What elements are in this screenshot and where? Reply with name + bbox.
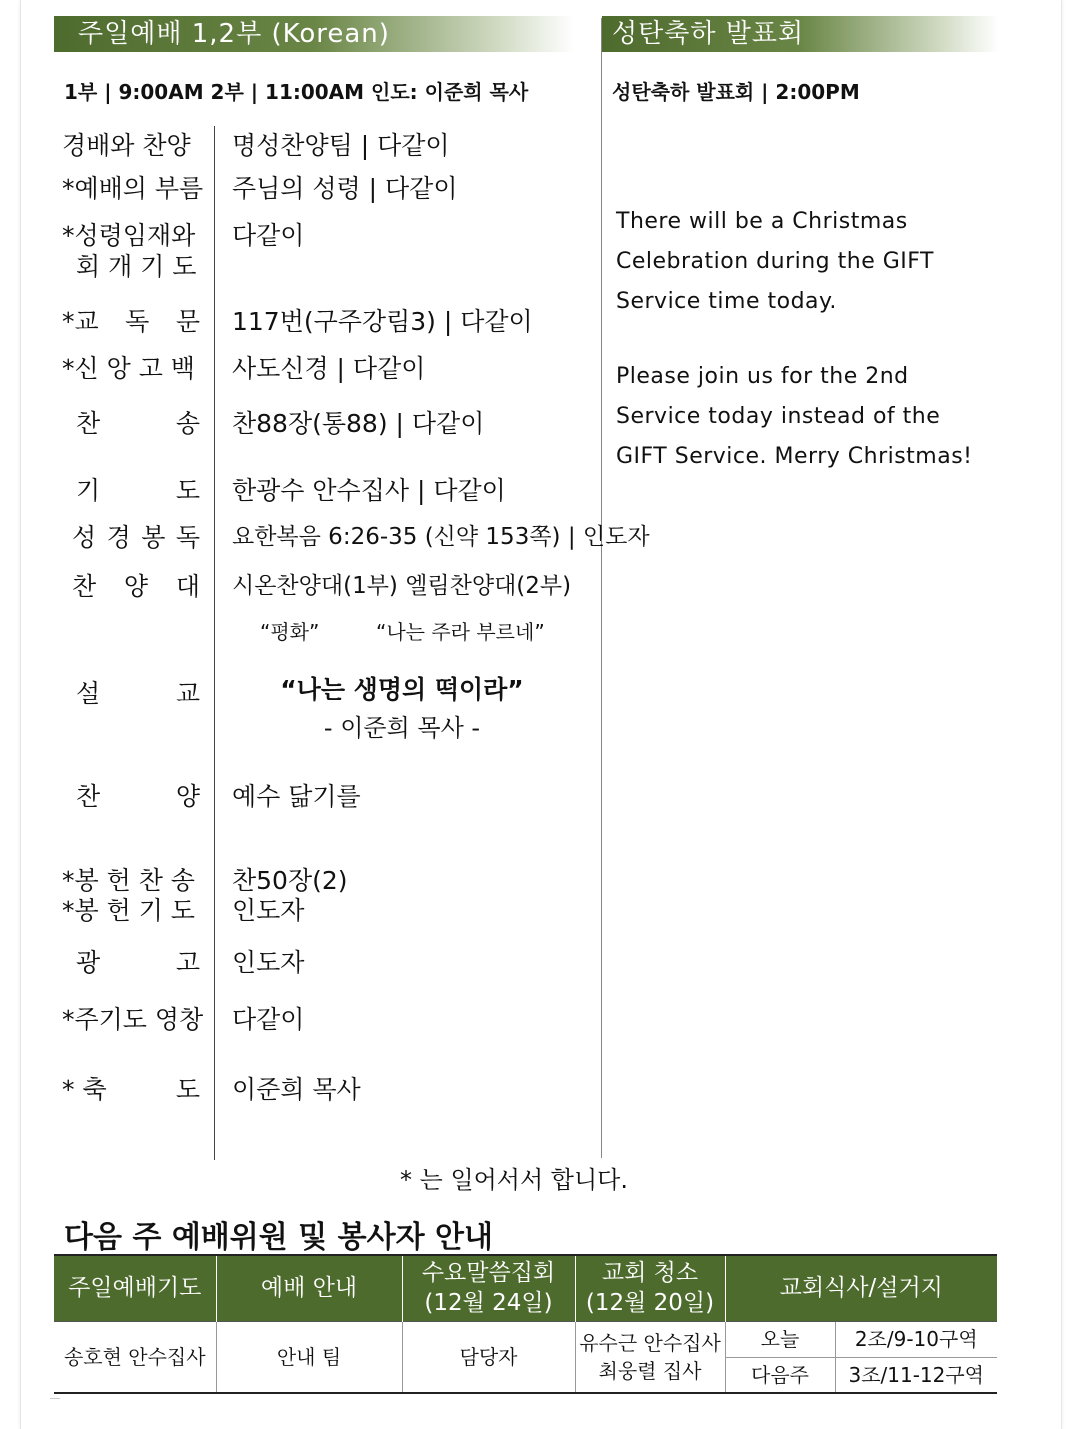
order-label-special-song <box>76 777 200 813</box>
label-char: 봉 <box>141 523 166 552</box>
label-char: 설 <box>76 679 101 708</box>
sermon-preacher: - 이준희 목사 - <box>323 714 481 742</box>
order-value-praise: 명성찬양팀 | 다같이 <box>232 131 450 160</box>
table-row <box>54 1321 997 1357</box>
label-char: 문 <box>175 307 200 336</box>
wednesday-staff: 담당자 <box>402 1321 575 1393</box>
order-value-prayer: 한광수 안수집사 | 다같이 <box>232 476 506 505</box>
label-char: 양 <box>175 782 200 811</box>
header-cleaning <box>575 1255 725 1321</box>
label-char: 양 <box>123 572 149 601</box>
label-char: 성 <box>72 523 97 552</box>
label-char: * 축 <box>62 1075 107 1104</box>
order-value-responsive-reading: 117번(구주강림3) | 다같이 <box>232 307 533 336</box>
korean-service-header: 주일예배 1,2부 (Korean) <box>54 16 574 52</box>
order-label-benediction <box>62 1070 200 1106</box>
order-column-divider <box>214 126 215 1160</box>
order-label-creed: *신 앙 고 백 <box>62 354 195 383</box>
header-cleaning-title: 교회 청소 <box>601 1260 699 1287</box>
label-char: 도 <box>175 476 200 505</box>
order-label-responsive-reading <box>62 302 200 338</box>
order-label-announcements <box>76 943 200 979</box>
order-value-scripture: 요한복음 6:26-35 (신약 153쪽) | 인도자 <box>232 524 650 550</box>
order-value-offering-hymn: 찬50장(2) <box>232 866 348 895</box>
christmas-celebration-header: 성탄축하 발표회 <box>602 16 998 52</box>
order-value-choir: 시온찬양대(1부) 엘림찬양대(2부) <box>232 573 572 599</box>
header-meal: 교회식사/설거지 <box>725 1255 997 1321</box>
label-char: 기 <box>76 476 101 505</box>
order-label-scripture <box>72 518 200 554</box>
order-label-invocation: *성령임재와 <box>62 221 196 250</box>
label-char: 교 <box>175 679 200 708</box>
sermon-title: “나는 생명의 떡이라” <box>280 675 524 704</box>
order-value-benediction: 이준희 목사 <box>232 1075 361 1104</box>
label-char: 독 <box>125 307 150 336</box>
order-label-lords-prayer: *주기도 영창 <box>62 1005 204 1034</box>
header-cleaning-date: (12월 20일) <box>585 1290 715 1317</box>
cleaning-staff-2: 최웅렬 집사 <box>598 1358 702 1383</box>
label-char: *교 <box>62 307 99 336</box>
service-times: 1부 | 9:00AM 2부 | 11:00AM 인도: 이준희 목사 <box>64 80 529 104</box>
label-char: 고 <box>175 948 200 977</box>
label-char: 독 <box>175 523 200 552</box>
meal-next-value: 3조/11-12구역 <box>835 1357 997 1393</box>
order-value-lords-prayer: 다같이 <box>232 1005 305 1034</box>
header-wednesday <box>402 1255 575 1321</box>
label-char: 송 <box>175 409 200 438</box>
section-divider <box>601 18 602 1158</box>
order-label-choir <box>72 567 200 603</box>
celebration-time: 성탄축하 발표회 | 2:00PM <box>612 80 860 104</box>
order-label-invocation-line2: 회 개 기 도 <box>76 252 197 281</box>
order-label-praise: 경배와 찬양 <box>62 131 191 160</box>
order-value-creed: 사도신경 | 다같이 <box>232 354 426 383</box>
order-label-prayer <box>76 471 200 507</box>
meal-today-label: 오늘 <box>725 1321 835 1357</box>
cleaning-staff-1: 유수근 안수집사 <box>579 1330 721 1355</box>
order-value-announcements: 인도자 <box>232 948 305 977</box>
meal-next-label: 다음주 <box>725 1357 835 1393</box>
order-value-invocation: 다같이 <box>232 221 305 250</box>
staff-table <box>54 1254 997 1394</box>
christmas-notice: There will be a Christmas Celebration during the GIFT Service time today. <box>616 209 934 314</box>
header-wednesday-date: (12월 24일) <box>424 1290 553 1317</box>
prayer-staff: 송호현 안수집사 <box>54 1321 216 1393</box>
order-label-offering-hymn: *봉 헌 찬 송 <box>62 866 195 895</box>
order-value-call-to-worship: 주님의 성령 | 다같이 <box>232 174 458 203</box>
header-usher: 예배 안내 <box>216 1255 402 1321</box>
label-char: 도 <box>175 1075 200 1104</box>
label-char: 광 <box>76 948 101 977</box>
header-wednesday-title: 수요말씀집회 <box>421 1260 556 1287</box>
order-label-hymn <box>76 404 200 440</box>
cleaning-staff <box>575 1321 725 1393</box>
meal-today-value: 2조/9-10구역 <box>835 1321 997 1357</box>
divider <box>50 1398 60 1399</box>
label-char: 찬 <box>76 409 101 438</box>
order-value-offering-prayer: 인도자 <box>232 896 305 925</box>
second-service-notice: Please join us for the 2nd Service today instead of the GIFT Service. Merry Christmas! <box>616 364 973 469</box>
next-week-staff-title: 다음 주 예배위원 및 봉사자 안내 <box>64 1220 493 1255</box>
anthem-title-first: “평화” <box>260 620 320 644</box>
label-char: 찬 <box>72 572 97 601</box>
order-label-call-to-worship: *예배의 부름 <box>62 174 204 203</box>
label-char: 대 <box>175 572 200 601</box>
label-char: 경 <box>106 523 131 552</box>
header-sunday-prayer: 주일예배기도 <box>54 1255 216 1321</box>
order-label-offering-prayer: *봉 헌 기 도 <box>62 896 195 925</box>
order-label-sermon <box>76 674 200 710</box>
order-value-special-song: 예수 닮기를 <box>232 782 361 811</box>
staff-table-header-row <box>54 1255 997 1321</box>
order-value-hymn: 찬88장(통88) | 다같이 <box>232 409 485 438</box>
label-char: 찬 <box>76 782 101 811</box>
standing-note: * 는 일어서서 합니다. <box>400 1166 628 1194</box>
usher-staff: 안내 팀 <box>216 1321 402 1393</box>
anthem-title-second: “나는 주라 부르네” <box>376 620 545 644</box>
